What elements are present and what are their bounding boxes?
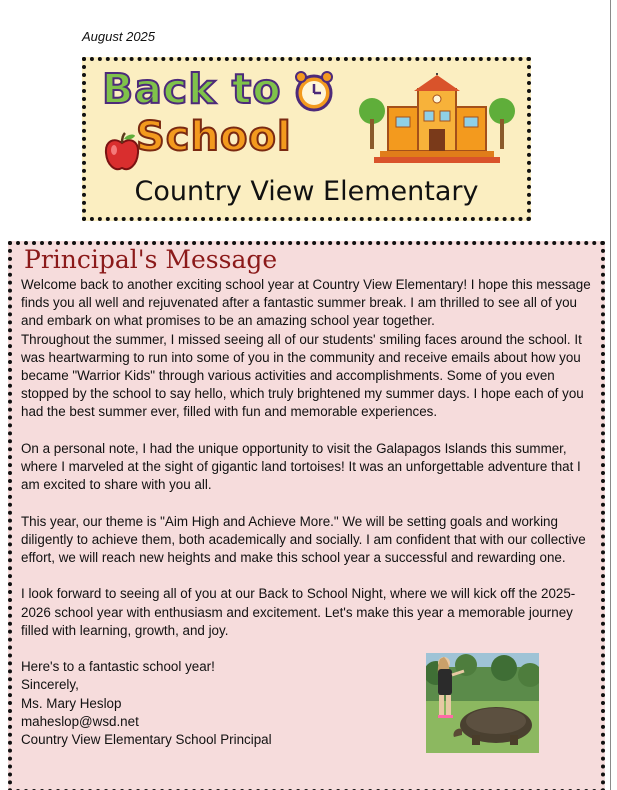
closing-line: Here's to a fantastic school year! bbox=[21, 659, 215, 675]
school-title: School bbox=[136, 114, 292, 160]
back-to-title: Back to bbox=[102, 65, 282, 113]
principal-message-heading: Principal's Message bbox=[24, 245, 278, 274]
message-paragraph: Throughout the summer, I missed seeing all of our students' smiling faces around the school. It was heartwarming to run into some of you in the community and receive emails about how you became "Warrior Kids" through various activities and accomplishments. Some of you even stopped by the school to say hello, which truly brightened my summer days. I hope each of you had the best summer ever, filled with fun and memorable experiences. bbox=[21, 331, 584, 420]
signature-title: Country View Elementary School Principal bbox=[21, 732, 272, 748]
message-paragraph: I look forward to seeing all of you at our Back to School Night, where we will kick off the 2025-2026 school year with enthusiasm and excitement. Let's make this year a memorable journey filled with learning, growth, and joy. bbox=[21, 586, 576, 638]
tortoise-photo bbox=[426, 653, 539, 753]
school-building-icon bbox=[358, 73, 516, 169]
message-paragraph: Welcome back to another exciting school year at Country View Elementary! I hope this message finds you all well and rejuvenated after a fantastic summer break. I am thrilled to see all of you and embark on what promises to be an amazing school year together. bbox=[21, 277, 591, 329]
apple-icon bbox=[104, 131, 140, 173]
back-to-school-banner bbox=[82, 57, 531, 221]
page-edge-rule bbox=[610, 0, 611, 790]
alarm-clock-icon bbox=[292, 69, 336, 113]
signature-email: maheslop@wsd.net bbox=[21, 713, 139, 729]
signoff-line: Sincerely, bbox=[21, 677, 79, 693]
school-name: Country View Elementary bbox=[134, 176, 479, 207]
principal-message-panel bbox=[8, 241, 605, 790]
newsletter-date: August 2025 bbox=[82, 29, 156, 44]
signature-name: Ms. Mary Heslop bbox=[21, 695, 122, 711]
message-paragraph: On a personal note, I had the unique opportunity to visit the Galapagos Islands this summer, where I marveled at the sight of gigantic land tortoises! It was an unforgettable adventure that I am excited to share with you all. bbox=[21, 440, 581, 493]
message-paragraph: This year, our theme is "Aim High and Achieve More." We will be setting goals and working diligently to achieve them, both academically and socially. I am confident that with our collective effort, we will reach new heights and make this school year a successful and rewarding one. bbox=[21, 513, 586, 566]
